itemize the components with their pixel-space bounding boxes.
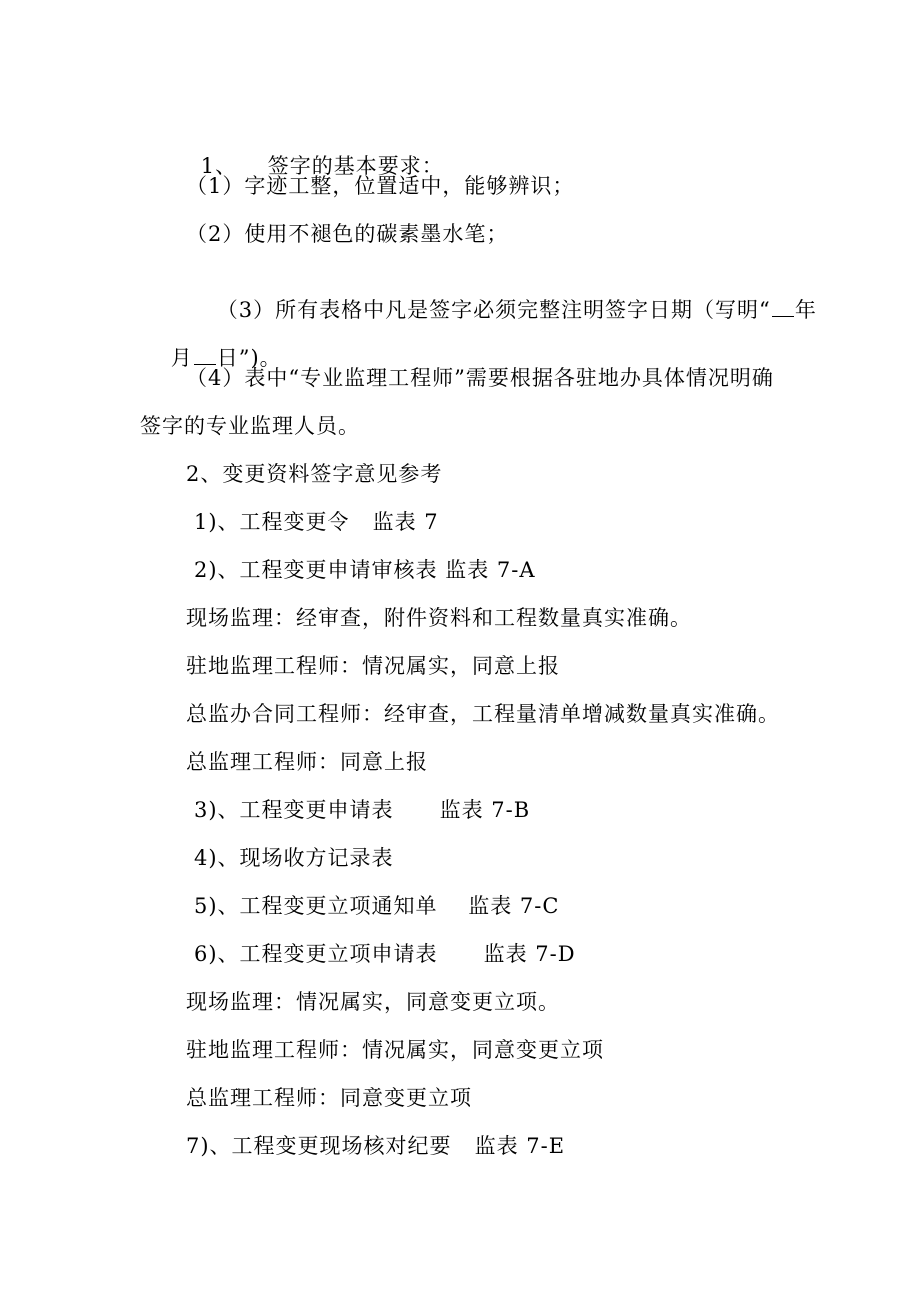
list-item: 驻地监理工程师：情况属实，同意变更立项 [186, 1038, 604, 1062]
blank-year-underline [772, 298, 794, 317]
list-item: 驻地监理工程师：情况属实，同意上报 [186, 654, 560, 678]
requirement-item-2: （2）使用不褪色的碳素墨水笔； [186, 222, 509, 246]
list-item: 总监理工程师：同意上报 [186, 750, 428, 774]
requirement-item-4-line-2: 签字的专业监理人员。 [140, 414, 360, 438]
requirement-item-3-text-a: （3）所有表格中凡是签字必须完整注明签字日期（写明“ [216, 298, 771, 322]
list-item: 6)、工程变更立项申请表 监表 7-D [194, 942, 576, 966]
blank-day-underline [194, 346, 216, 365]
list-item: 3)、工程变更申请表 监表 7-B [194, 798, 531, 822]
list-item: 现场监理：经审查，附件资料和工程数量真实准确。 [186, 606, 692, 630]
list-item: 1)、工程变更令 监表 7 [194, 510, 439, 534]
section1-heading-number: 1、 [200, 154, 238, 178]
requirement-item-3-month: 月 [170, 346, 193, 370]
list-item: 7)、工程变更现场核对纪要 监表 7-E [186, 1134, 566, 1158]
list-item: 现场监理：情况属实，同意变更立项。 [186, 990, 560, 1014]
list-item: 2)、工程变更申请审核表 监表 7-A [194, 558, 536, 582]
requirement-item-3-year: 年 [794, 298, 817, 322]
list-item: 总监办合同工程师：经审查，工程量清单增减数量真实准确。 [186, 702, 780, 726]
list-item: 4)、现场收方记录表 [194, 846, 394, 870]
list-item: 总监理工程师：同意变更立项 [186, 1086, 472, 1110]
requirement-item-1: （1）字迹工整，位置适中，能够辨识； [186, 174, 575, 198]
section2-heading: 2、变更资料签字意见参考 [186, 462, 443, 486]
requirement-item-3-day: 日”)。 [216, 346, 282, 370]
requirement-item-4-line-1: （4）表中“专业监理工程师”需要根据各驻地办具体情况明确 [186, 366, 774, 390]
section1-heading-text: 签字的基本要求： [267, 154, 444, 178]
list-item: 5)、工程变更立项通知单 监表 7-C [194, 894, 560, 918]
